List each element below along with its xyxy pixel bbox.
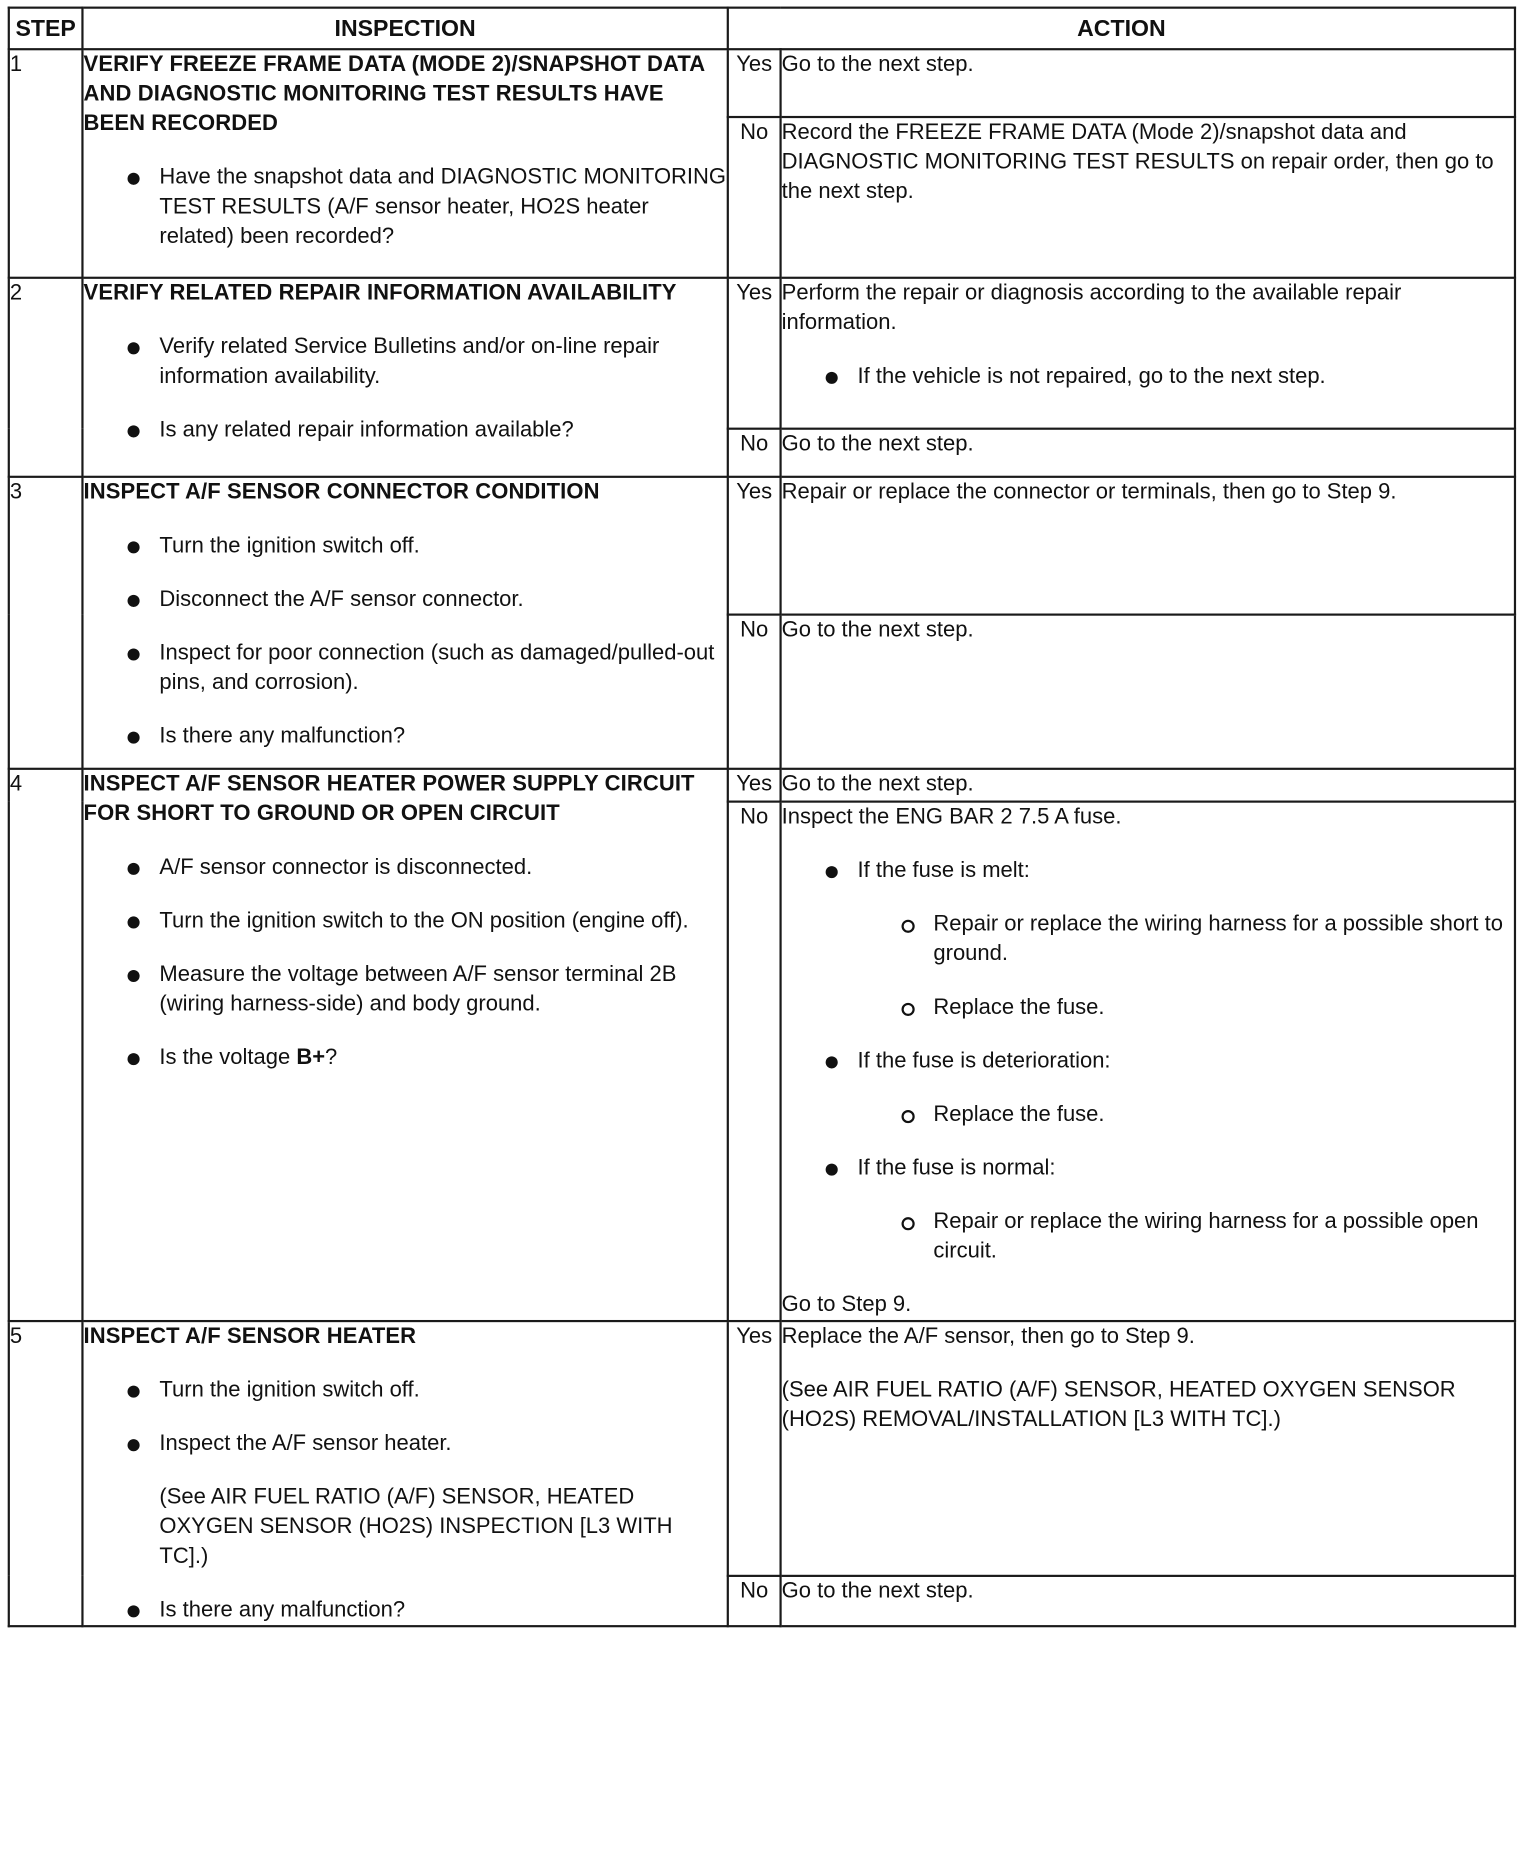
bullet-item: Turn the ignition switch off. [84, 531, 727, 561]
yes-action: Go to the next step. [781, 769, 1515, 802]
inspection-bullets [84, 163, 727, 252]
inspection-cell [82, 278, 727, 477]
header-inspection: INSPECTION [82, 8, 727, 50]
bullet-item: Measure the voltage between A/F sensor terminal 2B (wiring harness-side) and body ground. [84, 960, 727, 1019]
bullet-item: A/F sensor connector is disconnected. [84, 853, 727, 883]
yes-note: (See AIR FUEL RATIO (A/F) SENSOR, HEATED OXYGEN SENSOR (HO2S) REMOVAL/INSTALLATION [L3 WITH TC].) [781, 1377, 1456, 1432]
yes-action-cell [781, 1321, 1515, 1576]
sub-bullets [858, 1100, 1514, 1130]
bullet-note: (See AIR FUEL RATIO (A/F) SENSOR, HEATED OXYGEN SENSOR (HO2S) INSPECTION [L3 WITH TC].) [159, 1485, 673, 1569]
yes-label: Yes [728, 49, 781, 117]
table-row [9, 769, 1515, 802]
step-title: VERIFY RELATED REPAIR INFORMATION AVAILABILITY [83, 281, 677, 306]
diagnostic-procedure-table [8, 7, 1516, 1628]
sub-bullet-item: Repair or replace the wiring harness for a possible open circuit. [858, 1207, 1514, 1266]
yes-action: Perform the repair or diagnosis according to the available repair information. [781, 281, 1402, 335]
bullet-item: Inspect for poor connection (such as damaged/pulled-out pins, and corrosion). [84, 639, 727, 698]
no-label: No [728, 802, 781, 1321]
sub-bullets [858, 910, 1514, 1023]
bullet-item: Is there any malfunction? [84, 1596, 727, 1626]
yes-action: Repair or replace the connector or terminals, then go to Step 9. [781, 477, 1515, 615]
step-number: 3 [9, 477, 83, 769]
no-action: Go to the next step. [781, 615, 1515, 769]
step-number: 2 [9, 278, 83, 477]
no-action: Record the FREEZE FRAME DATA (Mode 2)/snapshot data and DIAGNOSTIC MONITORING TEST RESULTS on repair order, then go to the next step. [781, 117, 1515, 278]
sub-bullet-item: Repair or replace the wiring harness for a possible short to ground. [858, 910, 1514, 969]
inspection-bullets [84, 332, 727, 445]
yes-label: Yes [728, 1321, 781, 1576]
bullet-text: If the fuse is deterioration: [857, 1048, 1111, 1073]
inspection-bullets [84, 531, 727, 751]
bullet-text: ? [325, 1045, 338, 1070]
step-title: INSPECT A/F SENSOR CONNECTOR CONDITION [83, 480, 600, 505]
inspection-cell [82, 769, 727, 1321]
yes-action-cell [781, 278, 1515, 429]
step-title: INSPECT A/F SENSOR HEATER [83, 1324, 417, 1349]
no-label: No [728, 117, 781, 278]
bullet-item [782, 1154, 1514, 1267]
no-action-end: Go to Step 9. [781, 1292, 912, 1317]
inspection-bullets [84, 1376, 727, 1625]
bullet-text: If the fuse is melt: [857, 858, 1030, 883]
no-label: No [728, 1576, 781, 1626]
bullet-item: Have the snapshot data and DIAGNOSTIC MONITORING TEST RESULTS (A/F sensor heater, HO2S heater related) been recorded? [84, 163, 727, 252]
table-row [9, 278, 1515, 429]
step-title: INSPECT A/F SENSOR HEATER POWER SUPPLY CIRCUIT FOR SHORT TO GROUND OR OPEN CIRCUIT [83, 772, 695, 826]
yes-action: Replace the A/F sensor, then go to Step 9. [781, 1324, 1195, 1349]
bullet-item: If the vehicle is not repaired, go to the next step. [782, 362, 1514, 392]
step-title: VERIFY FREEZE FRAME DATA (MODE 2)/SNAPSHOT DATA AND DIAGNOSTIC MONITORING TEST RESULTS HAVE BEEN RECORDED [83, 52, 705, 136]
bullet-item: Verify related Service Bulletins and/or on-line repair information availability. [84, 332, 727, 391]
bullet-text: If the fuse is normal: [857, 1155, 1056, 1180]
bullet-item: Is there any malfunction? [84, 722, 727, 752]
inspection-cell [82, 477, 727, 769]
sub-bullets [858, 1207, 1514, 1266]
sub-bullet-item: Replace the fuse. [858, 993, 1514, 1023]
bullet-item: Disconnect the A/F sensor connector. [84, 585, 727, 615]
bullet-item [84, 1429, 727, 1571]
table-row [9, 49, 1515, 117]
table-row [9, 477, 1515, 615]
bullet-text: Inspect the A/F sensor heater. [159, 1431, 452, 1456]
step-number: 1 [9, 49, 83, 278]
inspection-cell [82, 1321, 727, 1626]
yes-label: Yes [728, 769, 781, 802]
action-bullets [782, 362, 1514, 392]
no-action: Go to the next step. [781, 1576, 1515, 1626]
bullet-item [782, 1047, 1514, 1130]
sub-bullet-item: Replace the fuse. [858, 1100, 1514, 1130]
header-step: STEP [9, 8, 83, 50]
bullet-item: Turn the ignition switch off. [84, 1376, 727, 1406]
bullet-item [84, 1043, 727, 1073]
inspection-cell [82, 49, 727, 278]
no-action: Go to the next step. [781, 429, 1515, 477]
no-label: No [728, 429, 781, 477]
step-number: 5 [9, 1321, 83, 1626]
bullet-text: Is the voltage [159, 1045, 297, 1070]
step-number: 4 [9, 769, 83, 1321]
table-row [9, 1321, 1515, 1576]
inspection-bullets [84, 853, 727, 1073]
header-action: ACTION [728, 8, 1515, 50]
bullet-item: Is any related repair information available? [84, 416, 727, 446]
yes-action: Go to the next step. [781, 49, 1515, 117]
yes-label: Yes [728, 278, 781, 429]
bullet-item [782, 856, 1514, 1022]
voltage-value: B+ [296, 1045, 326, 1070]
no-label: No [728, 615, 781, 769]
no-action-cell [781, 802, 1515, 1321]
table-header-row [9, 8, 1515, 50]
no-action: Inspect the ENG BAR 2 7.5 A fuse. [781, 804, 1122, 829]
bullet-item: Turn the ignition switch to the ON position (engine off). [84, 907, 727, 937]
yes-label: Yes [728, 477, 781, 615]
action-bullets [782, 856, 1514, 1266]
